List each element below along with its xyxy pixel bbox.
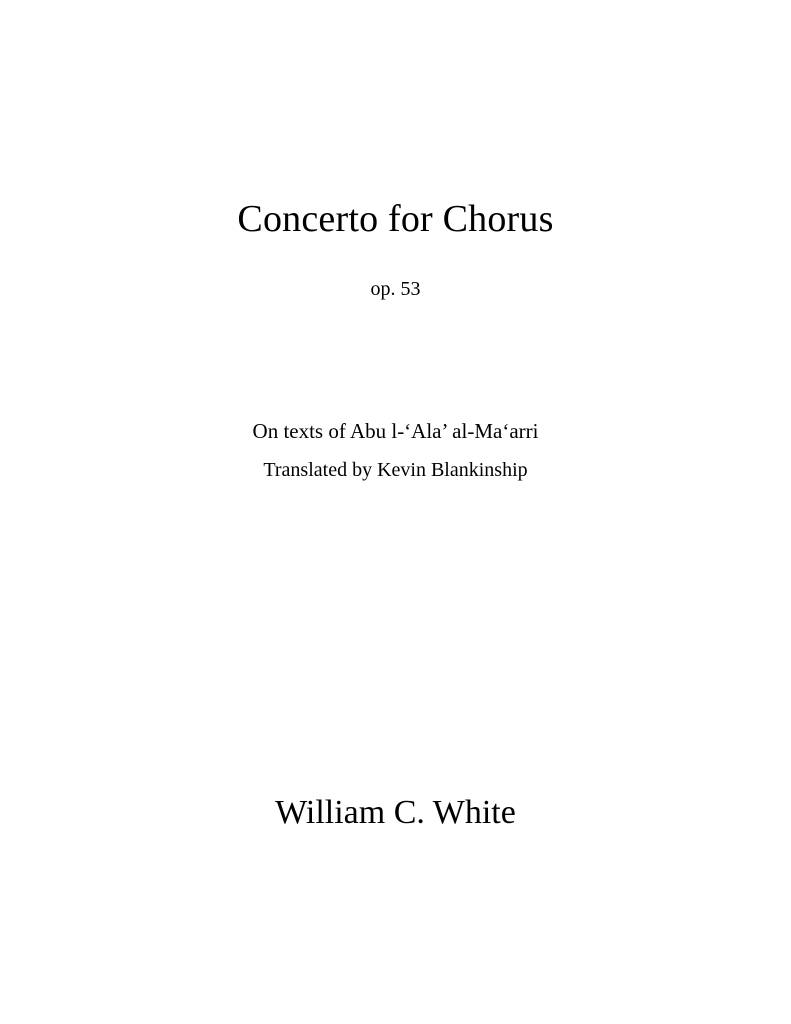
composer-name: William C. White bbox=[275, 794, 516, 831]
opus-number: op. 53 bbox=[370, 278, 421, 300]
work-title: Concerto for Chorus bbox=[237, 198, 554, 240]
translation-credit: Translated by Kevin Blankinship bbox=[263, 459, 528, 481]
texts-credit: On texts of Abu l-‘Ala’ al-Ma‘arri bbox=[252, 419, 539, 443]
